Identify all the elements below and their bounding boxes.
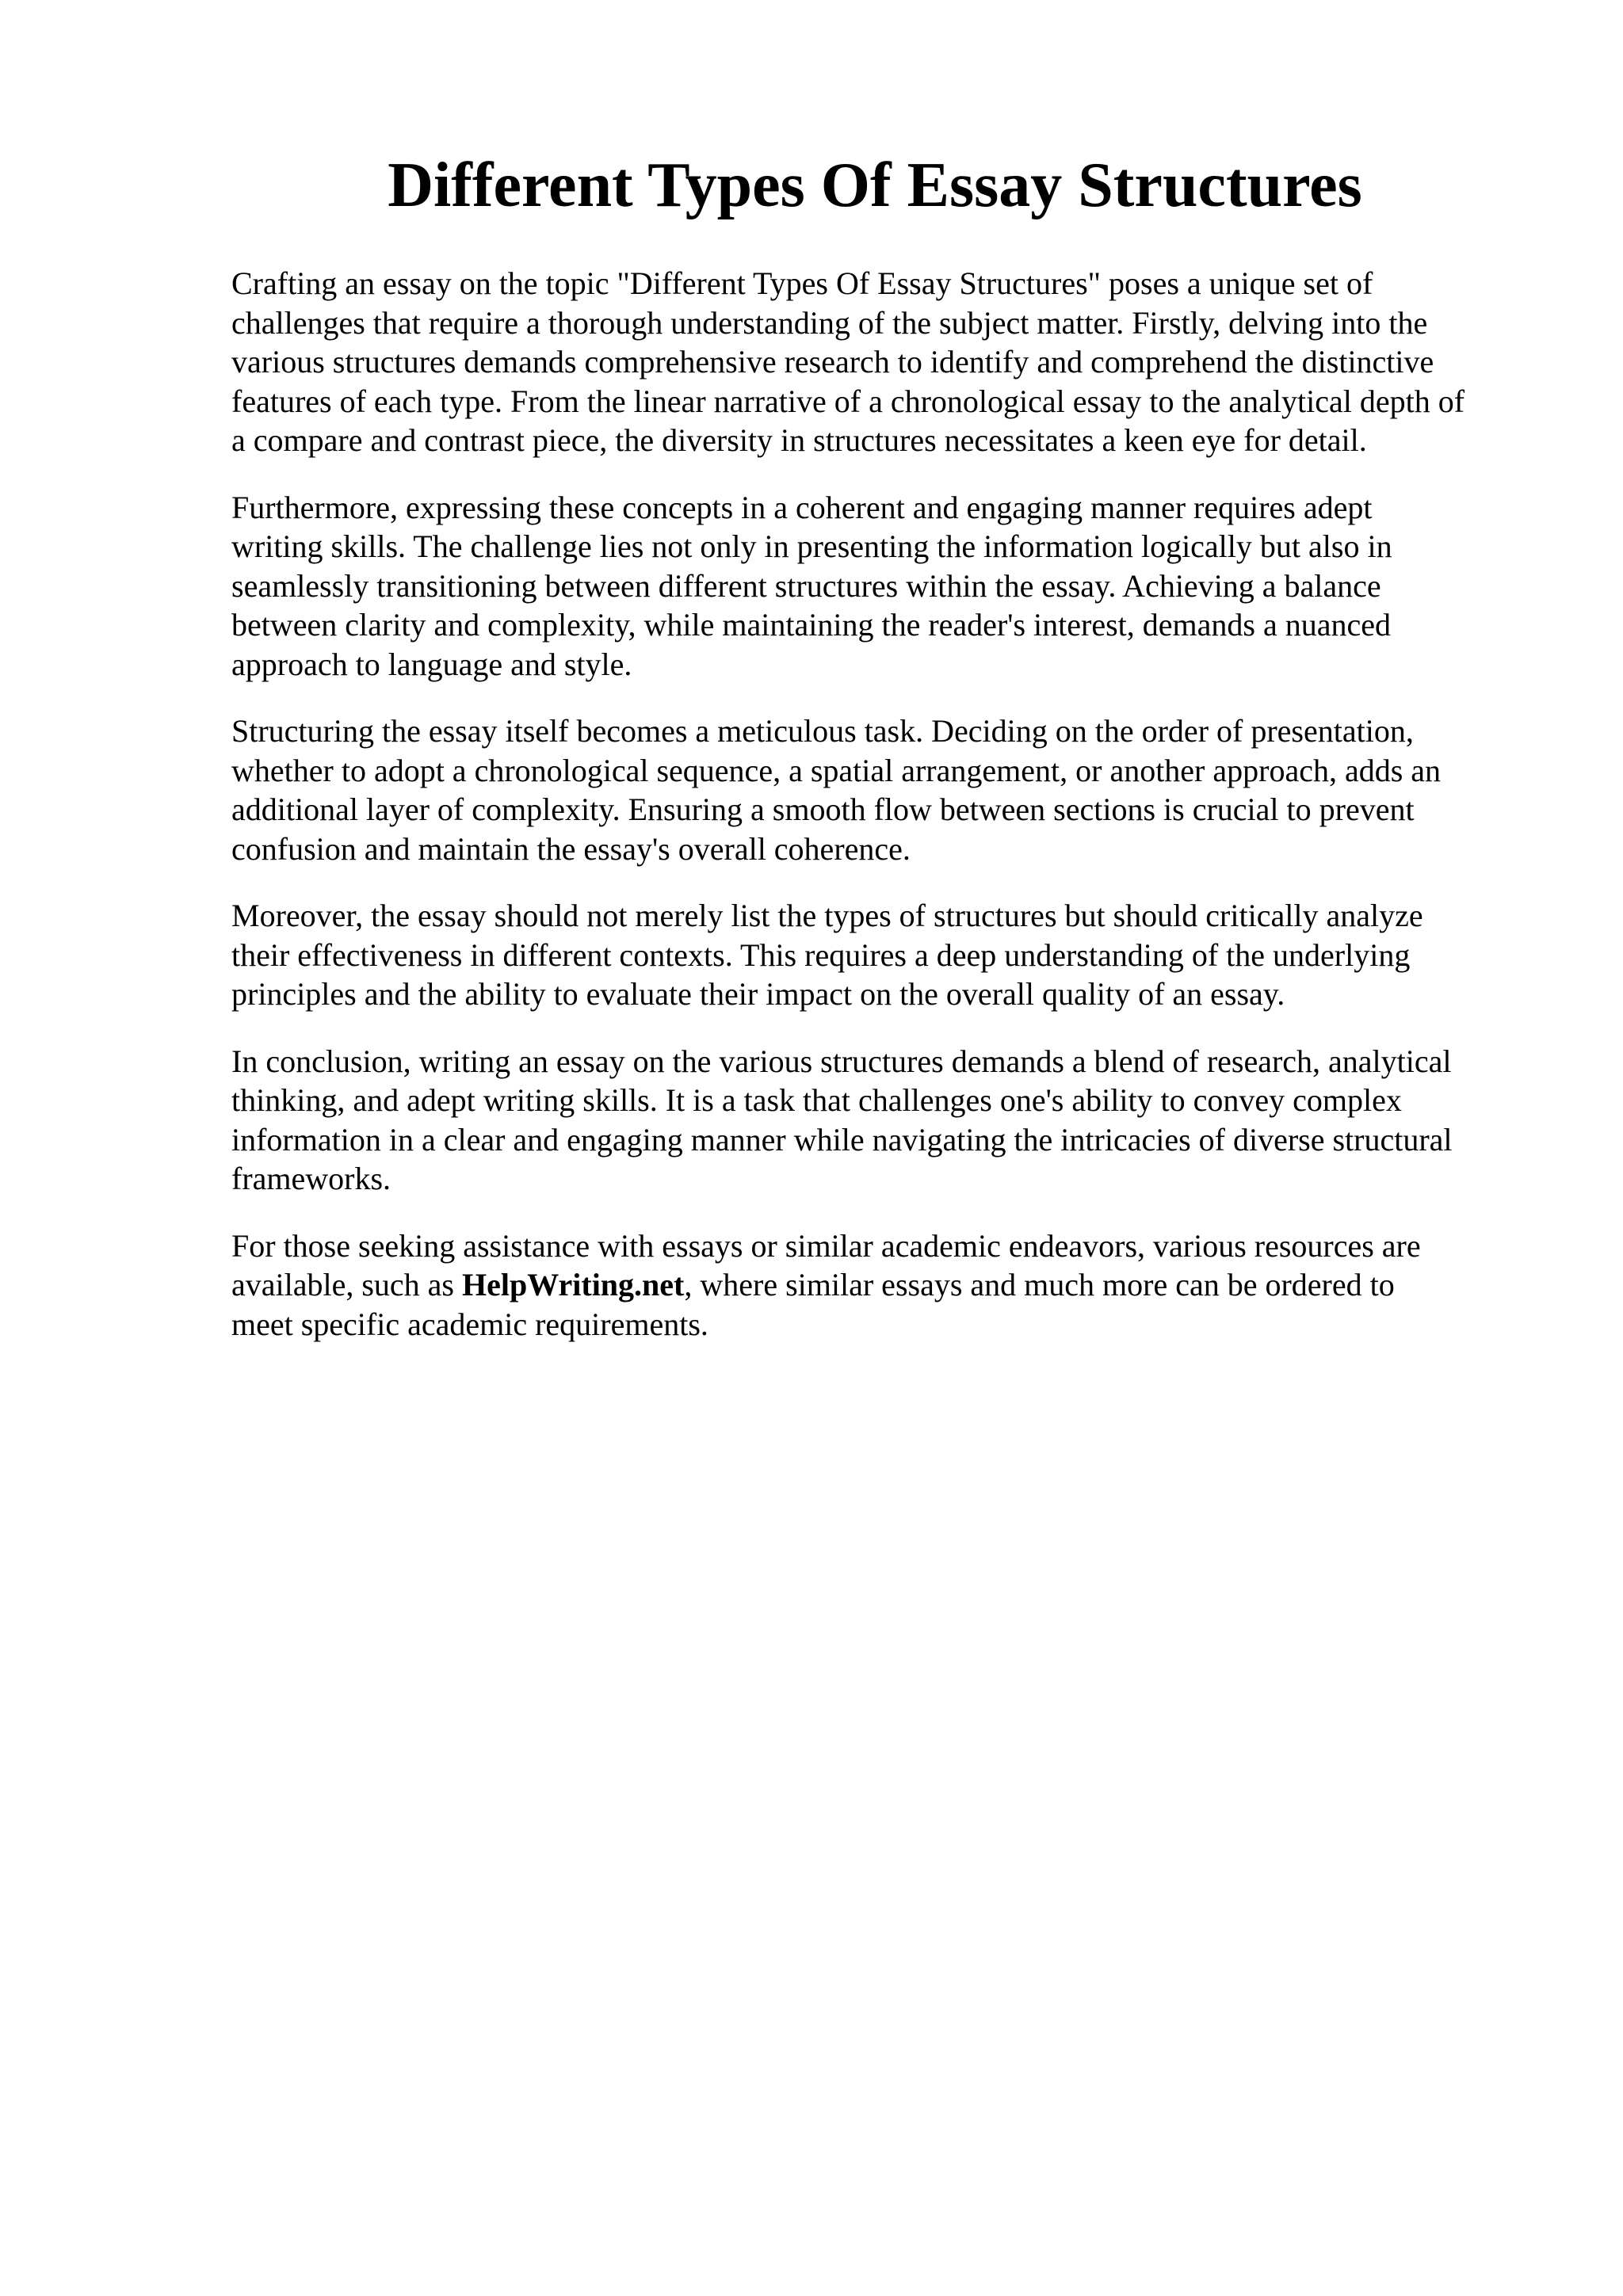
brand-name: HelpWriting.net [462, 1267, 685, 1302]
text-line: seamlessly transitioning between different structures within the essay. Achieving a balance [231, 567, 1381, 604]
text-line: between clarity and complexity, while maintaining the reader's interest, demands a nuanced [231, 607, 1391, 643]
text-segment: , where similar essays and much more can be ordered to [684, 1267, 1395, 1302]
text-line: whether to adopt a chronological sequence, a spatial arrangement, or another approach, adds an [231, 752, 1442, 788]
paragraph-5 [231, 1042, 1515, 1199]
text-segment: available, such as [231, 1267, 462, 1302]
text-line: a compare and contrast piece, the diversity in structures necessitates a keen eye for detail. [231, 422, 1367, 458]
text-line: various structures demands comprehensive research to identify and comprehend the distinctive [231, 344, 1434, 379]
text-line: writing skills. The challenge lies not only in presenting the information logically but also in [231, 528, 1392, 564]
text-line: thinking, and adept writing skills. It is a task that challenges one's ability to convey complex [231, 1082, 1402, 1118]
text-line: their effectiveness in different contexts. This requires a deep understanding of the underlying [231, 936, 1411, 973]
text-line: frameworks. [231, 1161, 391, 1196]
text-line: features of each type. From the linear narrative of a chronological essay to the analytical depth of [231, 383, 1465, 419]
text-line: approach to language and style. [231, 646, 632, 682]
paragraph-1 [231, 264, 1515, 460]
essay-body [231, 264, 1515, 1371]
text-line: Moreover, the essay should not merely list the types of structures but should critically analyze [231, 898, 1423, 933]
text-line: For those seeking assistance with essays or similar academic endeavors, various resources are [231, 1227, 1421, 1264]
text-line: additional layer of complexity. Ensuring a smooth flow between sections is crucial to prevent [231, 791, 1415, 827]
page-title: Different Types Of Essay Structures [388, 151, 1362, 220]
text-line: confusion and maintain the essay's overall coherence. [231, 830, 911, 867]
text-line: Furthermore, expressing these concepts in a coherent and engaging manner requires adept [231, 489, 1373, 525]
text-line: principles and the ability to evaluate their impact on the overall quality of an essay. [231, 976, 1285, 1012]
text-line: information in a clear and engaging manner while navigating the intricacies of diverse structural [231, 1121, 1453, 1158]
text-line: Crafting an essay on the topic "Different Types Of Essay Structures" poses a unique set of [231, 265, 1373, 301]
text-line: In conclusion, writing an essay on the various structures demands a blend of research, analytical [231, 1043, 1452, 1079]
text-line: meet specific academic requirements. [231, 1306, 708, 1342]
text-line [231, 1265, 1515, 1305]
closing-paragraph [231, 1226, 1515, 1344]
paragraph-2 [231, 488, 1515, 685]
text-line: Structuring the essay itself becomes a meticulous task. Deciding on the order of presentation, [231, 713, 1414, 749]
paragraph-4 [231, 896, 1515, 1014]
text-line: challenges that require a thorough understanding of the subject matter. Firstly, delving into the [231, 304, 1428, 341]
paragraph-3 [231, 711, 1515, 868]
